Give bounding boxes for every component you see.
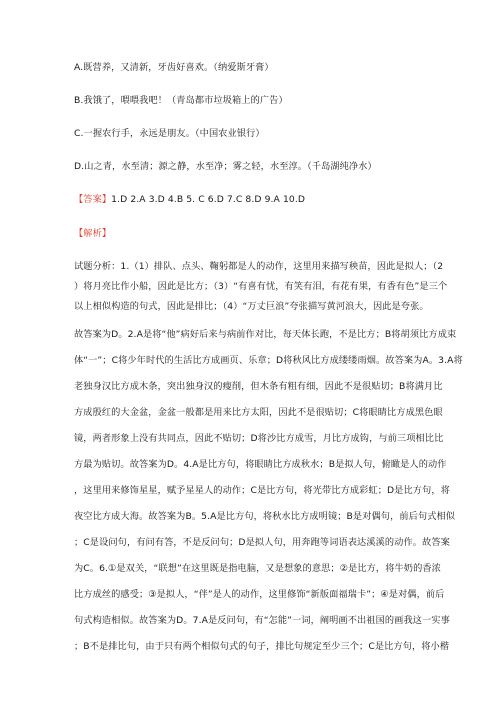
- analysis-line: 方最为贴切。故答案为D。4.A是比方句，将眼睛比方成秋水；B是拟人句，俯瞰是人的动作: [74, 459, 447, 470]
- analysis-line: 句式构造相似。故答案为D。7.A是反问句，有“怎能”一词，阐明画不出祖国的画我这一实事: [74, 615, 450, 626]
- analysis-line: 故答案为D。2.A是将“他”病好后来与病前作对比，每天体长跑，不是比方；B将胡须比方成束: [74, 329, 457, 340]
- option-b: B.我饿了，喂喂我吧！（青岛都市垃圾箱上的广告）: [74, 95, 288, 106]
- option-c: C.一握农行手，永远是朋友。（中国农业银行）: [74, 128, 265, 139]
- answer-text: 1.D 2.A 3.D 4.B 5. C 6.D 7.C 8.D 9.A 10.D: [111, 194, 306, 205]
- answer-line: [74, 194, 305, 206]
- analysis-line: 比方成丝的感受；③是拟人，“伴”是人的动作，这里修饰“新版面福瑞卡”；④是对偶，前后: [74, 589, 445, 600]
- analysis-line: ）将月亮比作小船，因此是比方；（3）“有喜有忧，有笑有泪，有花有果，有香有色”是三个: [74, 281, 448, 292]
- option-a: A.既营养，又清新，牙齿好喜欢。（纳爱斯牙膏）: [74, 62, 274, 73]
- analysis-line: 以上相似构造的句式，因此是排比；（4）“万丈巨浪”夸张描写黄河浪大，因此是夸张。: [74, 301, 429, 312]
- analysis-line: ；B不是排比句，由于只有两个相似句式的句子，排比句规定至少三个；C是比方句，将小楷: [74, 641, 450, 652]
- analysis-line: 为C。6.①是双关，“联想”在这里既是指电脑，又是想象的意思；②是比方，将牛奶的香浓: [74, 563, 441, 574]
- option-d: D.山之青，水至清；源之静，水至净；雾之轻，水至淳。（千岛湖纯净水）: [74, 161, 377, 172]
- analysis-line: ；C是设问句，有问有答，不是反问句；D是拟人句，用奔跑等词语表达溪溪的动作。故答案: [74, 537, 450, 548]
- analysis-line: 老独身汉比方成木条，突出独身汉的瘦削，但木条有粗有细，因此不是很贴切；B将满月比: [74, 381, 443, 392]
- analysis-label: 【解析】: [74, 228, 112, 239]
- analysis-line: 体“一”；C将少年时代的生活比方成画页、乐章；D将秋风比方成缕缕雨烟。故答案为A。3.A将: [74, 355, 463, 366]
- analysis-line: 方成殷红的大金盆，金盆一般都是用来比方太阳，因此不是很贴切；C将眼睛比方成黑色眼: [74, 407, 443, 418]
- analysis-line: 夜空比方成大海。故答案为B。5.A是比方句，将秋水比方成明镜；B是对偶句，前后句式相似: [74, 511, 456, 522]
- analysis-line: 试题分析：1.（1）排队、点头、鞠躬都是人的动作，这里用来描写秧苗，因此是拟人；（2: [74, 261, 444, 272]
- answer-label: 【答案】: [74, 194, 112, 205]
- analysis-line: 镜，两者形象上没有共同点，因此不贴切；D将沙比方成雪，月比方成钩，与前三项相比比: [74, 433, 444, 444]
- analysis-line: ，这里用来修饰星星，赋予星星人的动作；C是比方句，将光带比方成彩虹；D是比方句，将: [74, 485, 450, 496]
